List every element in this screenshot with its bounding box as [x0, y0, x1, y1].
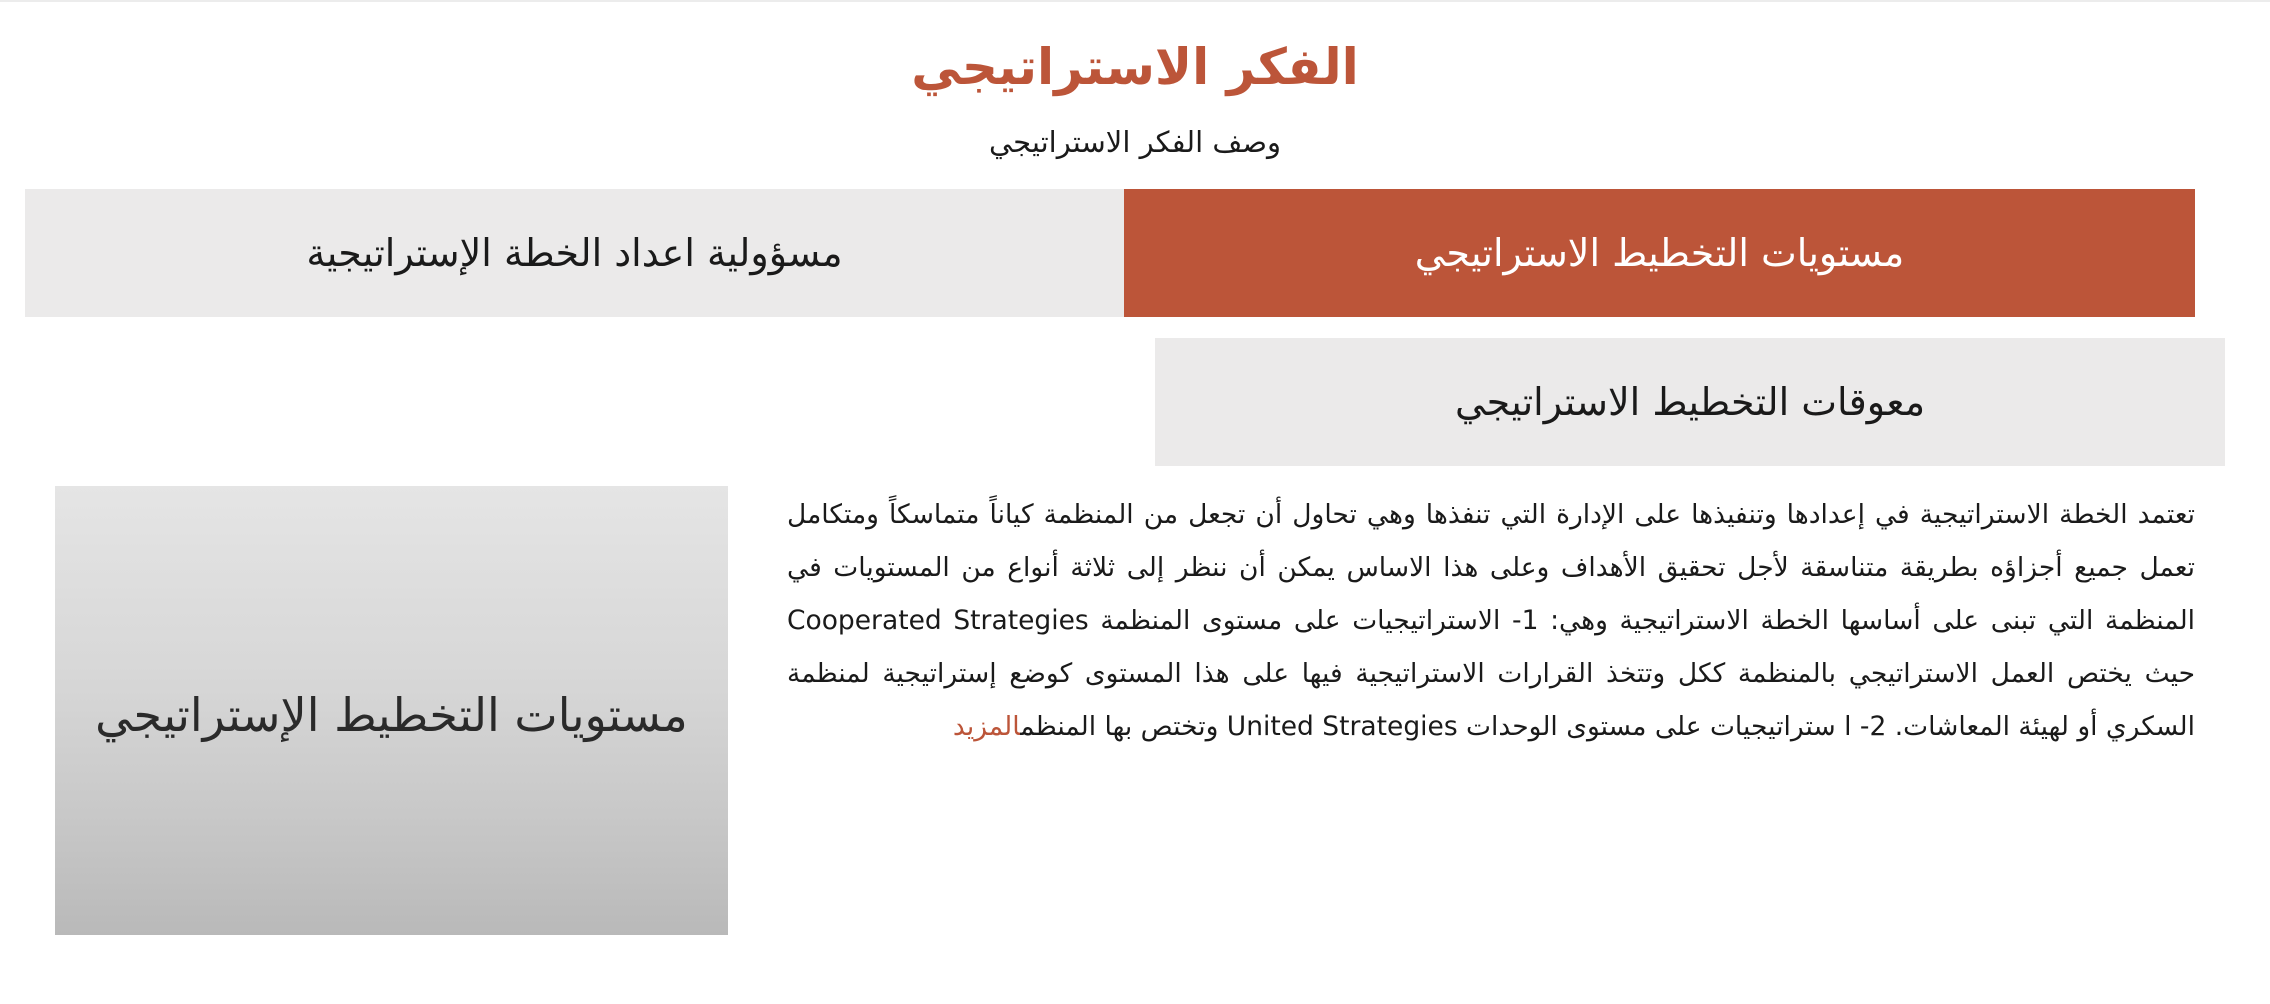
read-more-link[interactable]: المزيد: [952, 711, 1021, 742]
tab-strategic-plan-responsibility[interactable]: [25, 189, 1124, 317]
tab-strategic-planning-obstacles[interactable]: [1155, 338, 2225, 466]
page-title: الفكر الاستراتيجي: [911, 38, 1359, 96]
top-divider: [0, 0, 2270, 2]
page-subtitle: وصف الفكر الاستراتيجي: [988, 125, 1282, 159]
tab-strategic-planning-levels[interactable]: [1124, 189, 2195, 317]
article-image-caption: مستويات التخطيط الإستراتيجي: [95, 687, 688, 742]
tab-label: معوقات التخطيط الاستراتيجي: [1454, 380, 1926, 424]
article-body: تعتمد الخطة الاستراتيجية في إعدادها وتنفيذها على الإدارة التي تنفذها وهي تحاول أن تجعل من المنظمة كياناً متماسكاً ومتكامل تعمل جميع أجزاؤه بطريقة متناسقة لأجل تحقيق الأهداف وعلى هذا الاساس يمكن أن ننظر إلى ثلاثة أنواع من المستويات في المنظمة التي تبنى على أساسها الخطة الاستراتيجية وهي: 1- الاستراتيجيات على مستوى المنظمة Cooperated Strategies حيث يختص العمل الاستراتيجي بالمنظمة ككل وتتخذ القرارات الاستراتيجية فيها على هذا المستوى كوضع إستراتيجية لمنظمة السكري أو لهيئة المعاشات. 2- ا ستراتيجيات على مستوى الوحدات United Strategies وتختص بها المنظم: [787, 499, 2195, 742]
tab-label: مستويات التخطيط الاستراتيجي: [1414, 231, 1905, 275]
article-text: [787, 488, 2195, 818]
tab-label: مسؤولية اعداد الخطة الإستراتيجية: [306, 231, 843, 275]
article-image: [55, 486, 728, 935]
